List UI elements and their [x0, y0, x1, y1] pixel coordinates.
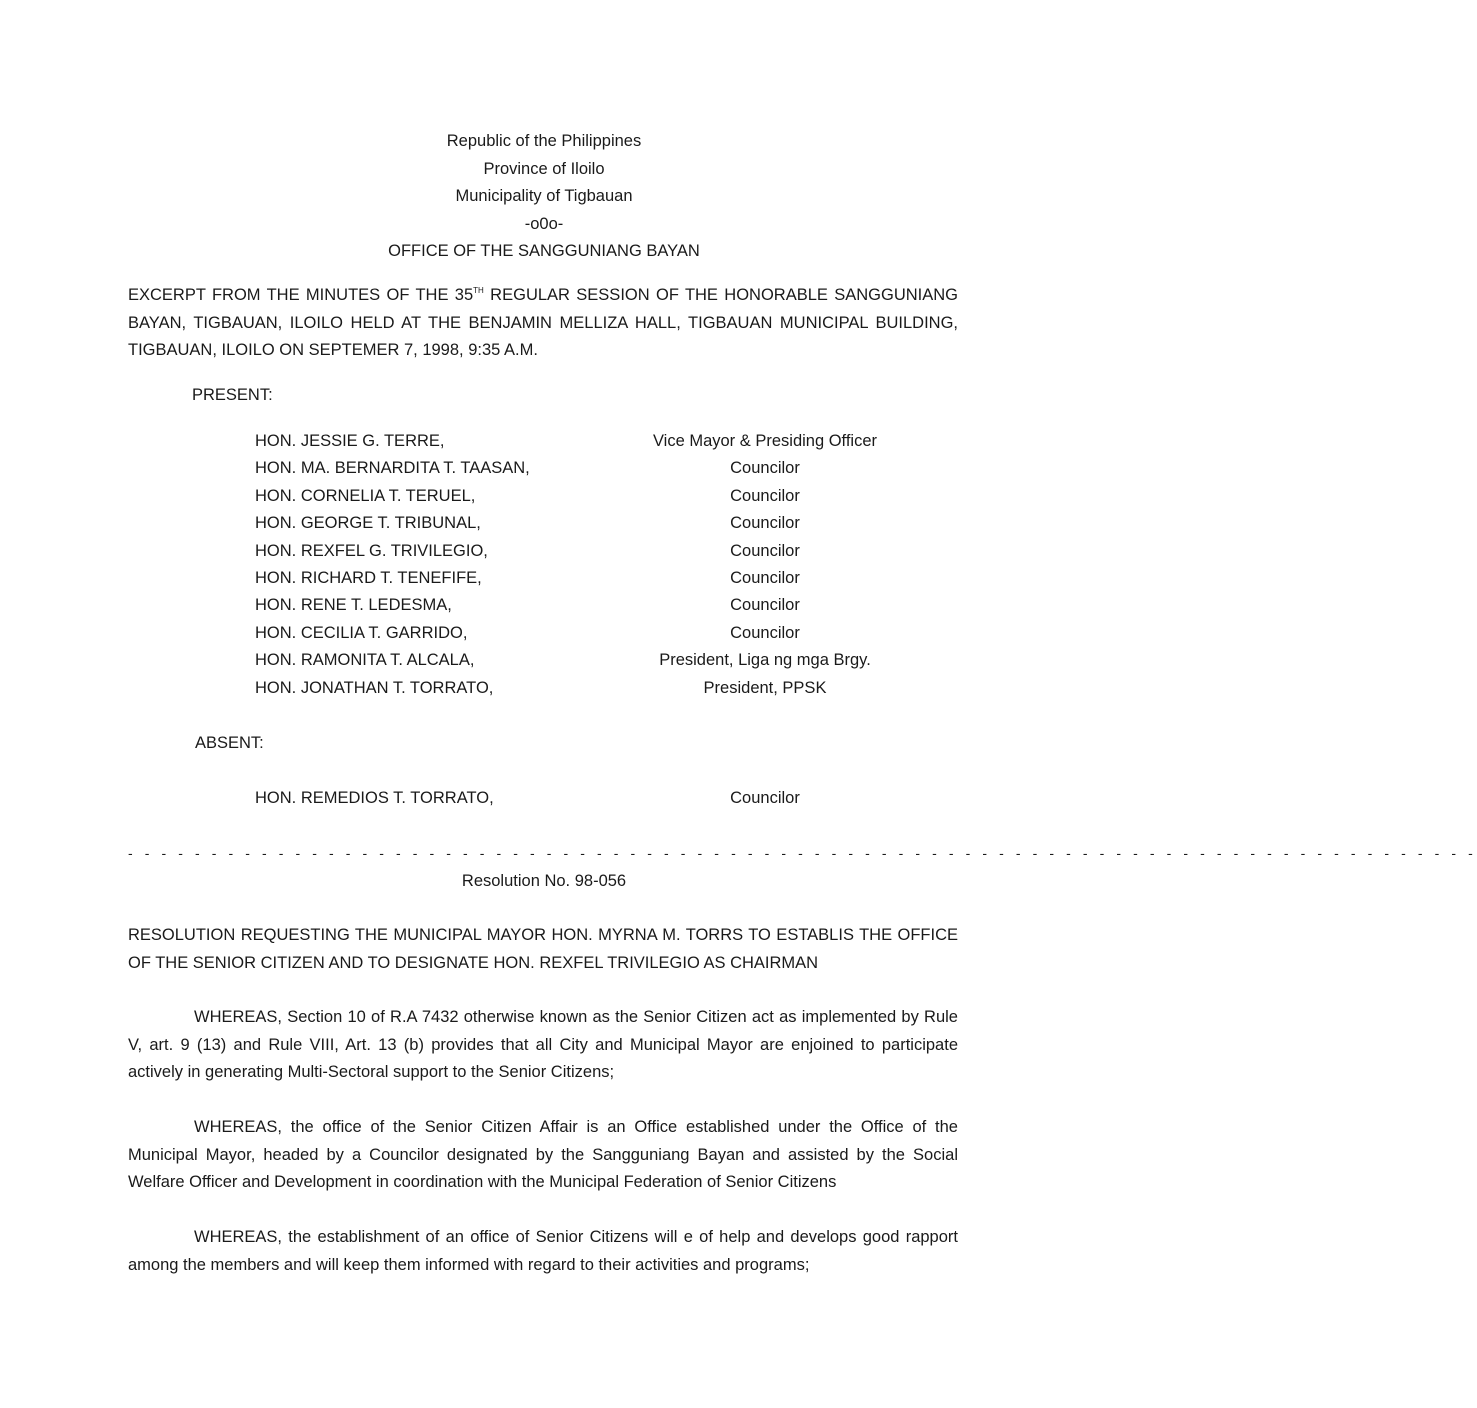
member-role: President, PPSK: [703, 678, 827, 697]
roster-row: [255, 510, 955, 537]
excerpt-suffix: REGULAR SESSION OF THE HONORABLE SANGGUNIANG BAYAN, TIGBAUAN, ILOILO HELD AT THE BENJAMIN MELLIZA HALL, TIGBAUAN MUNICIPAL BUILDING, TIGBAUAN, ILOILO ON SEPTEMER 7, 1998, 9:35 A.M.: [128, 286, 958, 359]
member-name: HON. JESSIE G. TERRE,: [255, 432, 445, 450]
resolution-number: Resolution No. 98-056: [461, 872, 627, 890]
absent-roster-row: [255, 785, 955, 812]
roster-row: [255, 455, 955, 482]
member-name: HON. CORNELIA T. TERUEL,: [255, 486, 476, 505]
present-label: PRESENT:: [192, 386, 273, 404]
member-name: HON. RICHARD T. TENEFIFE,: [255, 568, 482, 587]
member-role: Councilor: [730, 623, 800, 642]
member-role: Councilor: [730, 789, 800, 807]
whereas-clause: WHEREAS, the establishment of an office of Senior Citizens will e of help and develops good rapport among the members and will keep them informed with regard to their activities and programs;: [128, 1228, 958, 1274]
roster-row: [255, 483, 955, 510]
member-role: President, Liga ng mga Brgy.: [659, 651, 871, 670]
roster-row: [255, 565, 955, 592]
absent-label: ABSENT:: [195, 734, 264, 752]
roster-row: [255, 675, 955, 702]
member-name: HON. MA. BERNARDITA T. TAASAN,: [255, 459, 530, 478]
office-line: OFFICE OF THE SANGGUNIANG BAYAN: [388, 242, 700, 260]
member-role: Councilor: [730, 459, 800, 478]
municipality-line: Municipality of Tigbauan: [455, 187, 633, 205]
whereas-clause: WHEREAS, the office of the Senior Citizen Affair is an Office established under the Office of the Municipal Mayor, headed by a Councilor designated by the Sangguniang Bayan and assisted by the Social Welfare Officer and Development in coordination with the Municipal Federation of Senior Citizens: [128, 1118, 958, 1191]
member-name: HON. JONATHAN T. TORRATO,: [255, 678, 494, 697]
member-role: Councilor: [730, 568, 800, 587]
section-divider: - - - - - - - - - - - - - - - - - - - - - - - - - - - - - - - - - - - - - - - - - - - - - - - - - - - - - - - - - - - - - - - - - - - - - - - - - - - - - - - - -: [128, 845, 1477, 861]
member-name: HON. RENE T. LEDESMA,: [255, 596, 452, 615]
member-role: Councilor: [730, 596, 800, 615]
member-name: HON. RAMONITA T. ALCALA,: [255, 651, 475, 670]
member-name: HON. CECILIA T. GARRIDO,: [255, 623, 468, 642]
roster-row: [255, 428, 955, 455]
resolution-title: RESOLUTION REQUESTING THE MUNICIPAL MAYOR HON. MYRNA M. TORRS TO ESTABLIS THE OFFICE OF THE SENIOR CITIZEN AND TO DESIGNATE HON. REXFEL TRIVILEGIO AS CHAIRMAN: [128, 926, 958, 972]
roster-row: [255, 647, 955, 674]
member-role: Councilor: [730, 541, 800, 560]
member-role: Councilor: [730, 486, 800, 505]
republic-line: Republic of the Philippines: [446, 132, 642, 150]
separator-line: -o0o-: [524, 214, 564, 233]
excerpt-paragraph: [128, 282, 958, 365]
member-name: HON. REXFEL G. TRIVILEGIO,: [255, 541, 488, 560]
province-line: Province of Iloilo: [483, 159, 605, 178]
member-role: Vice Mayor & Presiding Officer: [652, 432, 878, 450]
excerpt-prefix: EXCERPT FROM THE MINUTES OF THE 35: [128, 286, 474, 304]
roster-row: [255, 592, 955, 619]
letterhead: [0, 128, 1088, 266]
roster-row: [255, 620, 955, 647]
present-roster: [255, 428, 955, 702]
member-role: Councilor: [730, 514, 800, 533]
whereas-clause: WHEREAS, Section 10 of R.A 7432 otherwise known as the Senior Citizen act as implemented by Rule V, art. 9 (13) and Rule VIII, Art. 13 (b) provides that all City and Municipal Mayor are enjoined to participate actively in generating Multi-Sectoral support to the Senior Citizens;: [128, 1008, 958, 1081]
roster-row: [255, 538, 955, 565]
member-name: HON. GEORGE T. TRIBUNAL,: [255, 514, 481, 533]
excerpt-superscript: TH: [473, 286, 484, 295]
member-name: HON. REMEDIOS T. TORRATO,: [255, 789, 494, 807]
